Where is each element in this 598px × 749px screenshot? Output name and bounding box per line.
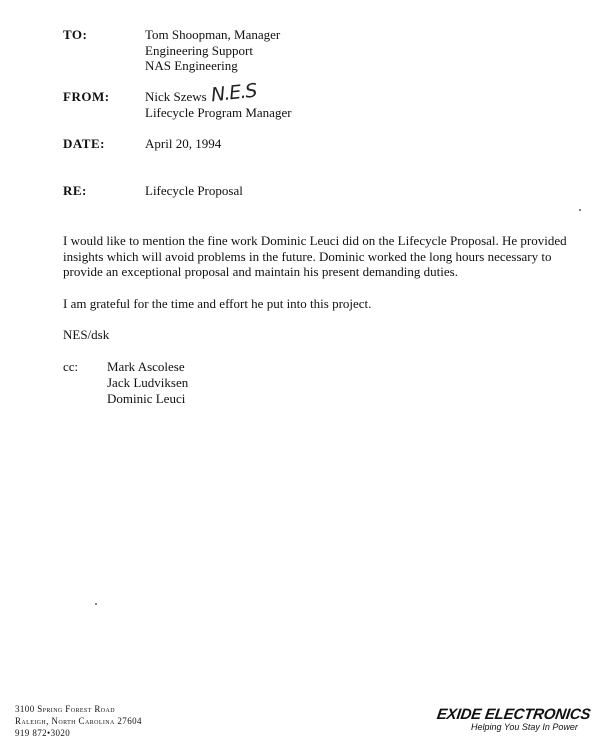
from-title: Lifecycle Program Manager (145, 104, 292, 120)
to-recipient (145, 27, 280, 74)
cc-label: cc: (63, 359, 79, 374)
date-value: April 20, 1994 (145, 136, 222, 151)
cc-name: Dominic Leuci (107, 391, 186, 406)
to-label: TO: (63, 27, 88, 42)
scan-speck (579, 209, 581, 211)
to-line: Tom Shoopman, Manager (145, 27, 281, 42)
reference-initials: NES/dsk (63, 327, 110, 342)
footer-address (15, 703, 142, 739)
cc-name: Mark Ascolese (107, 359, 185, 374)
from-label: FROM: (63, 89, 110, 104)
cc-list (107, 359, 188, 407)
company-logo (437, 706, 590, 732)
phone-number: 919 872•3020 (15, 728, 71, 738)
cc-name: Jack Ludviksen (107, 375, 189, 390)
to-line: Engineering Support (145, 42, 253, 58)
handwritten-initials: N.E.S (209, 79, 258, 107)
address-line: Raleigh, North Carolina 27604 (15, 716, 142, 726)
address-line: 3100 Spring Forest Road (15, 704, 115, 714)
scan-speck (95, 603, 97, 605)
logo-tagline: Helping You Stay In Power (471, 722, 578, 732)
date-label: DATE: (63, 136, 105, 151)
to-line: NAS Engineering (145, 58, 238, 73)
from-name: Nick Szews (145, 89, 207, 104)
body-paragraph-2: I am grateful for the time and effort he put into this project. (63, 296, 372, 311)
logo-text: EXIDE ELECTRONICS (435, 706, 592, 723)
body-paragraph-1: I would like to mention the fine work Dominic Leuci did on the Lifecycle Proposal. He provided insights which will avoid problems in the future. Dominic worked the long hours necessary to provide an exceptional proposal and maintain his present demanding duties. (63, 233, 567, 279)
re-value: Lifecycle Proposal (145, 183, 243, 198)
re-label: RE: (63, 183, 87, 198)
